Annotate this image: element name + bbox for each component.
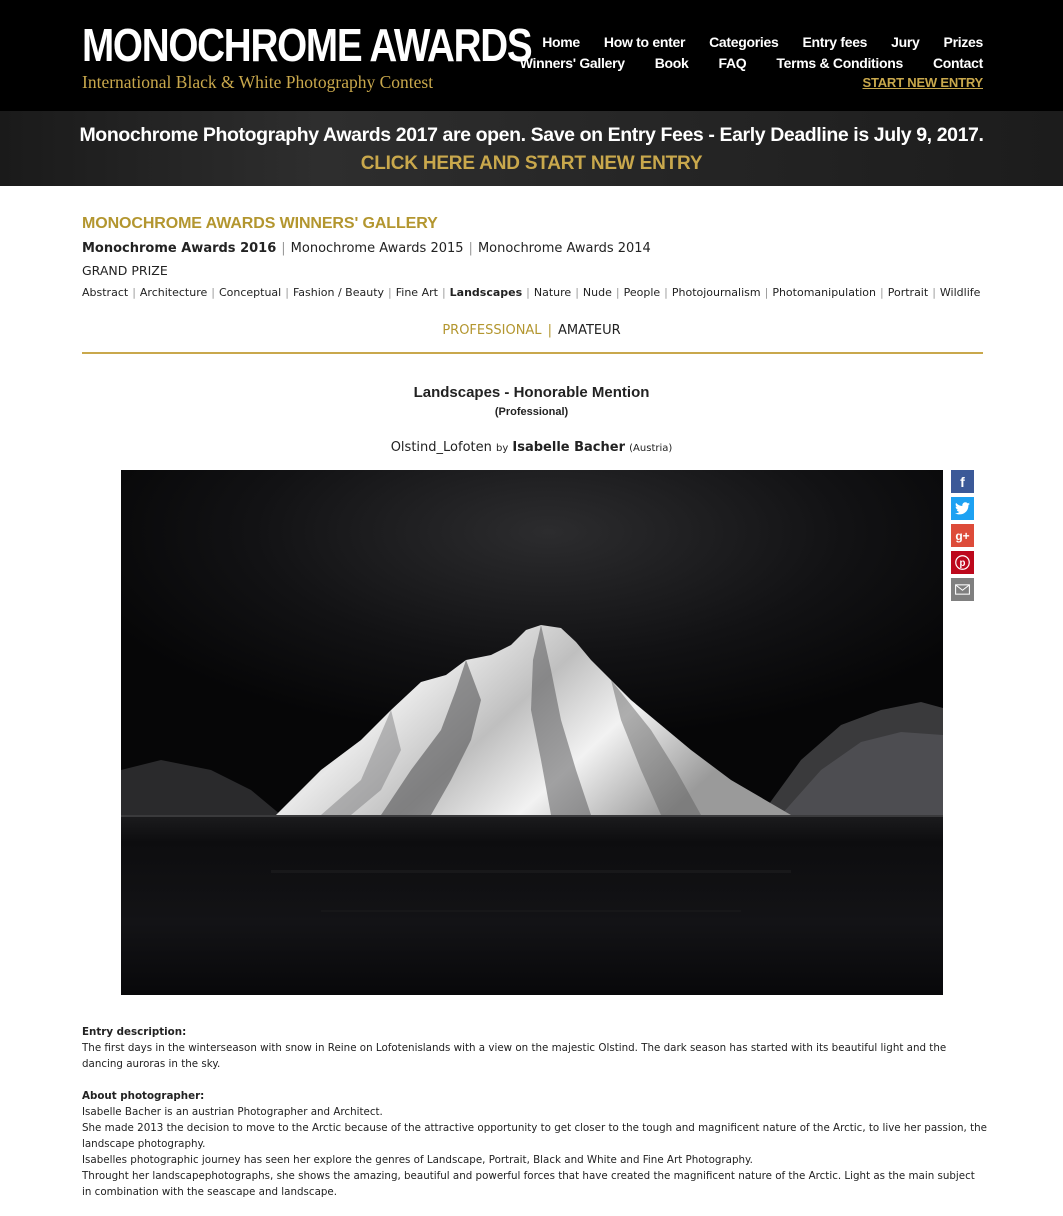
nav-contact[interactable]: Contact — [932, 55, 983, 71]
nav-prizes[interactable]: Prizes — [943, 34, 983, 50]
svg-text:p: p — [959, 557, 966, 569]
separator: | — [388, 286, 392, 299]
separator: | — [285, 286, 289, 299]
logo-title: MONOCHROME AWARDS — [82, 19, 532, 71]
grand-prize-link[interactable]: GRAND PRIZE — [82, 263, 168, 278]
description-heading: Entry description: — [82, 1026, 187, 1038]
about-line: She made 2013 the decision to move to the Arctic because of the attractive opportunity to get closer to the tough and magnificent nature of the Arctic, to live her passion, the landscape photography. — [82, 1122, 987, 1150]
category-portrait[interactable]: Portrait — [887, 286, 929, 299]
category-nude[interactable]: Nude — [582, 286, 612, 299]
entry-title: Landscapes - Honorable Mention — [413, 384, 650, 401]
separator: | — [526, 286, 530, 299]
separator: | — [880, 286, 884, 299]
category-photojournalism[interactable]: Photojournalism — [671, 286, 761, 299]
nav-terms-conditions[interactable]: Terms & Conditions — [776, 55, 903, 71]
gallery-title: MONOCHROME AWARDS WINNERS' GALLERY — [82, 215, 438, 232]
site-header — [0, 0, 1063, 111]
separator: | — [132, 286, 136, 299]
pinterest-icon[interactable] — [951, 551, 974, 574]
category-fashion-beauty[interactable]: Fashion / Beauty — [292, 286, 385, 299]
main-nav-row-2 — [490, 55, 983, 71]
photographer-country: (Austria) — [629, 443, 673, 454]
separator: | — [664, 286, 668, 299]
about-line: Isabelle Bacher is an austrian Photographer and Architect. — [82, 1106, 383, 1118]
category-nav — [82, 286, 980, 299]
entry-level: (Professional) — [494, 406, 569, 418]
separator: | — [575, 286, 579, 299]
separator: | — [211, 286, 215, 299]
separator: | — [932, 286, 936, 299]
mountain-photo-graphic — [121, 470, 943, 995]
category-architecture[interactable]: Architecture — [139, 286, 208, 299]
tab-professional[interactable]: PROFESSIONAL — [442, 323, 542, 338]
about-heading: About photographer: — [82, 1090, 205, 1102]
category-wildlife[interactable]: Wildlife — [939, 286, 981, 299]
year-link-2014[interactable]: Monochrome Awards 2014 — [477, 241, 651, 256]
category-nature[interactable]: Nature — [533, 286, 572, 299]
main-nav-row-1 — [518, 34, 983, 50]
description-text: The first days in the winterseason with snow in Reine on Lofotenislands with a view on the majestic Olstind. The dark season has started with its beautiful light and the dancing auroras in the sky. — [82, 1042, 947, 1070]
level-tabs — [0, 323, 1063, 338]
category-landscapes[interactable]: Landscapes — [449, 286, 523, 299]
separator: | — [764, 286, 769, 299]
share-bar — [951, 470, 974, 605]
logo-subtitle: International Black & White Photography Contest — [82, 72, 434, 92]
separator: | — [441, 286, 446, 299]
entry-credit — [0, 440, 1063, 455]
banner-cta-link[interactable]: CLICK HERE AND START NEW ENTRY — [360, 153, 703, 174]
nav-book[interactable]: Book — [654, 55, 689, 71]
separator: | — [281, 241, 286, 256]
category-photomanipulation[interactable]: Photomanipulation — [772, 286, 877, 299]
separator: | — [547, 323, 552, 338]
start-new-entry-link[interactable]: START NEW ENTRY — [862, 75, 983, 90]
by-label: by — [496, 443, 509, 454]
year-link-2016[interactable]: Monochrome Awards 2016 — [82, 241, 277, 256]
category-conceptual[interactable]: Conceptual — [218, 286, 282, 299]
google-plus-icon[interactable]: g+ — [951, 524, 974, 547]
entry-description — [82, 1024, 987, 1072]
promo-banner[interactable] — [0, 111, 1063, 186]
year-selector — [82, 241, 651, 256]
facebook-icon[interactable]: f — [951, 470, 974, 493]
photo-title: Olstind_Lofoten — [390, 440, 492, 455]
nav-entry-fees[interactable]: Entry fees — [802, 34, 868, 50]
about-photographer — [82, 1088, 987, 1200]
nav-home[interactable]: Home — [542, 34, 580, 50]
year-link-2015[interactable]: Monochrome Awards 2015 — [290, 241, 464, 256]
category-fine-art[interactable]: Fine Art — [395, 286, 438, 299]
separator: | — [615, 286, 620, 299]
separator: | — [468, 241, 473, 256]
nav-categories[interactable]: Categories — [709, 34, 779, 50]
email-icon[interactable] — [951, 578, 974, 601]
nav-faq[interactable]: FAQ — [718, 55, 747, 71]
banner-message: Monochrome Photography Awards 2017 are open. Save on Entry Fees - Early Deadline is July 9, 2017. — [79, 124, 984, 146]
photographer-name: Isabelle Bacher — [512, 440, 626, 455]
nav-how-to-enter[interactable]: How to enter — [603, 34, 686, 50]
entry-photo[interactable] — [121, 470, 943, 995]
category-abstract[interactable]: Abstract — [82, 286, 129, 299]
section-divider — [82, 352, 983, 354]
about-line: Isabelles photographic journey has seen her explore the genres of Landscape, Portrait, Black and White and Fine Art Photography. — [82, 1154, 753, 1166]
nav-jury[interactable]: Jury — [891, 34, 920, 50]
nav-winners-gallery[interactable]: Winners' Gallery — [519, 55, 625, 71]
twitter-icon[interactable] — [951, 497, 974, 520]
category-people[interactable]: People — [623, 286, 661, 299]
tab-amateur[interactable]: AMATEUR — [557, 323, 621, 338]
about-line: Throught her landscapephotographs, she shows the amazing, beautiful and powerful forces that have created the magnificent nature of the Arctic. Light as the main subject in combination with the seascape and landscape. — [82, 1170, 975, 1198]
